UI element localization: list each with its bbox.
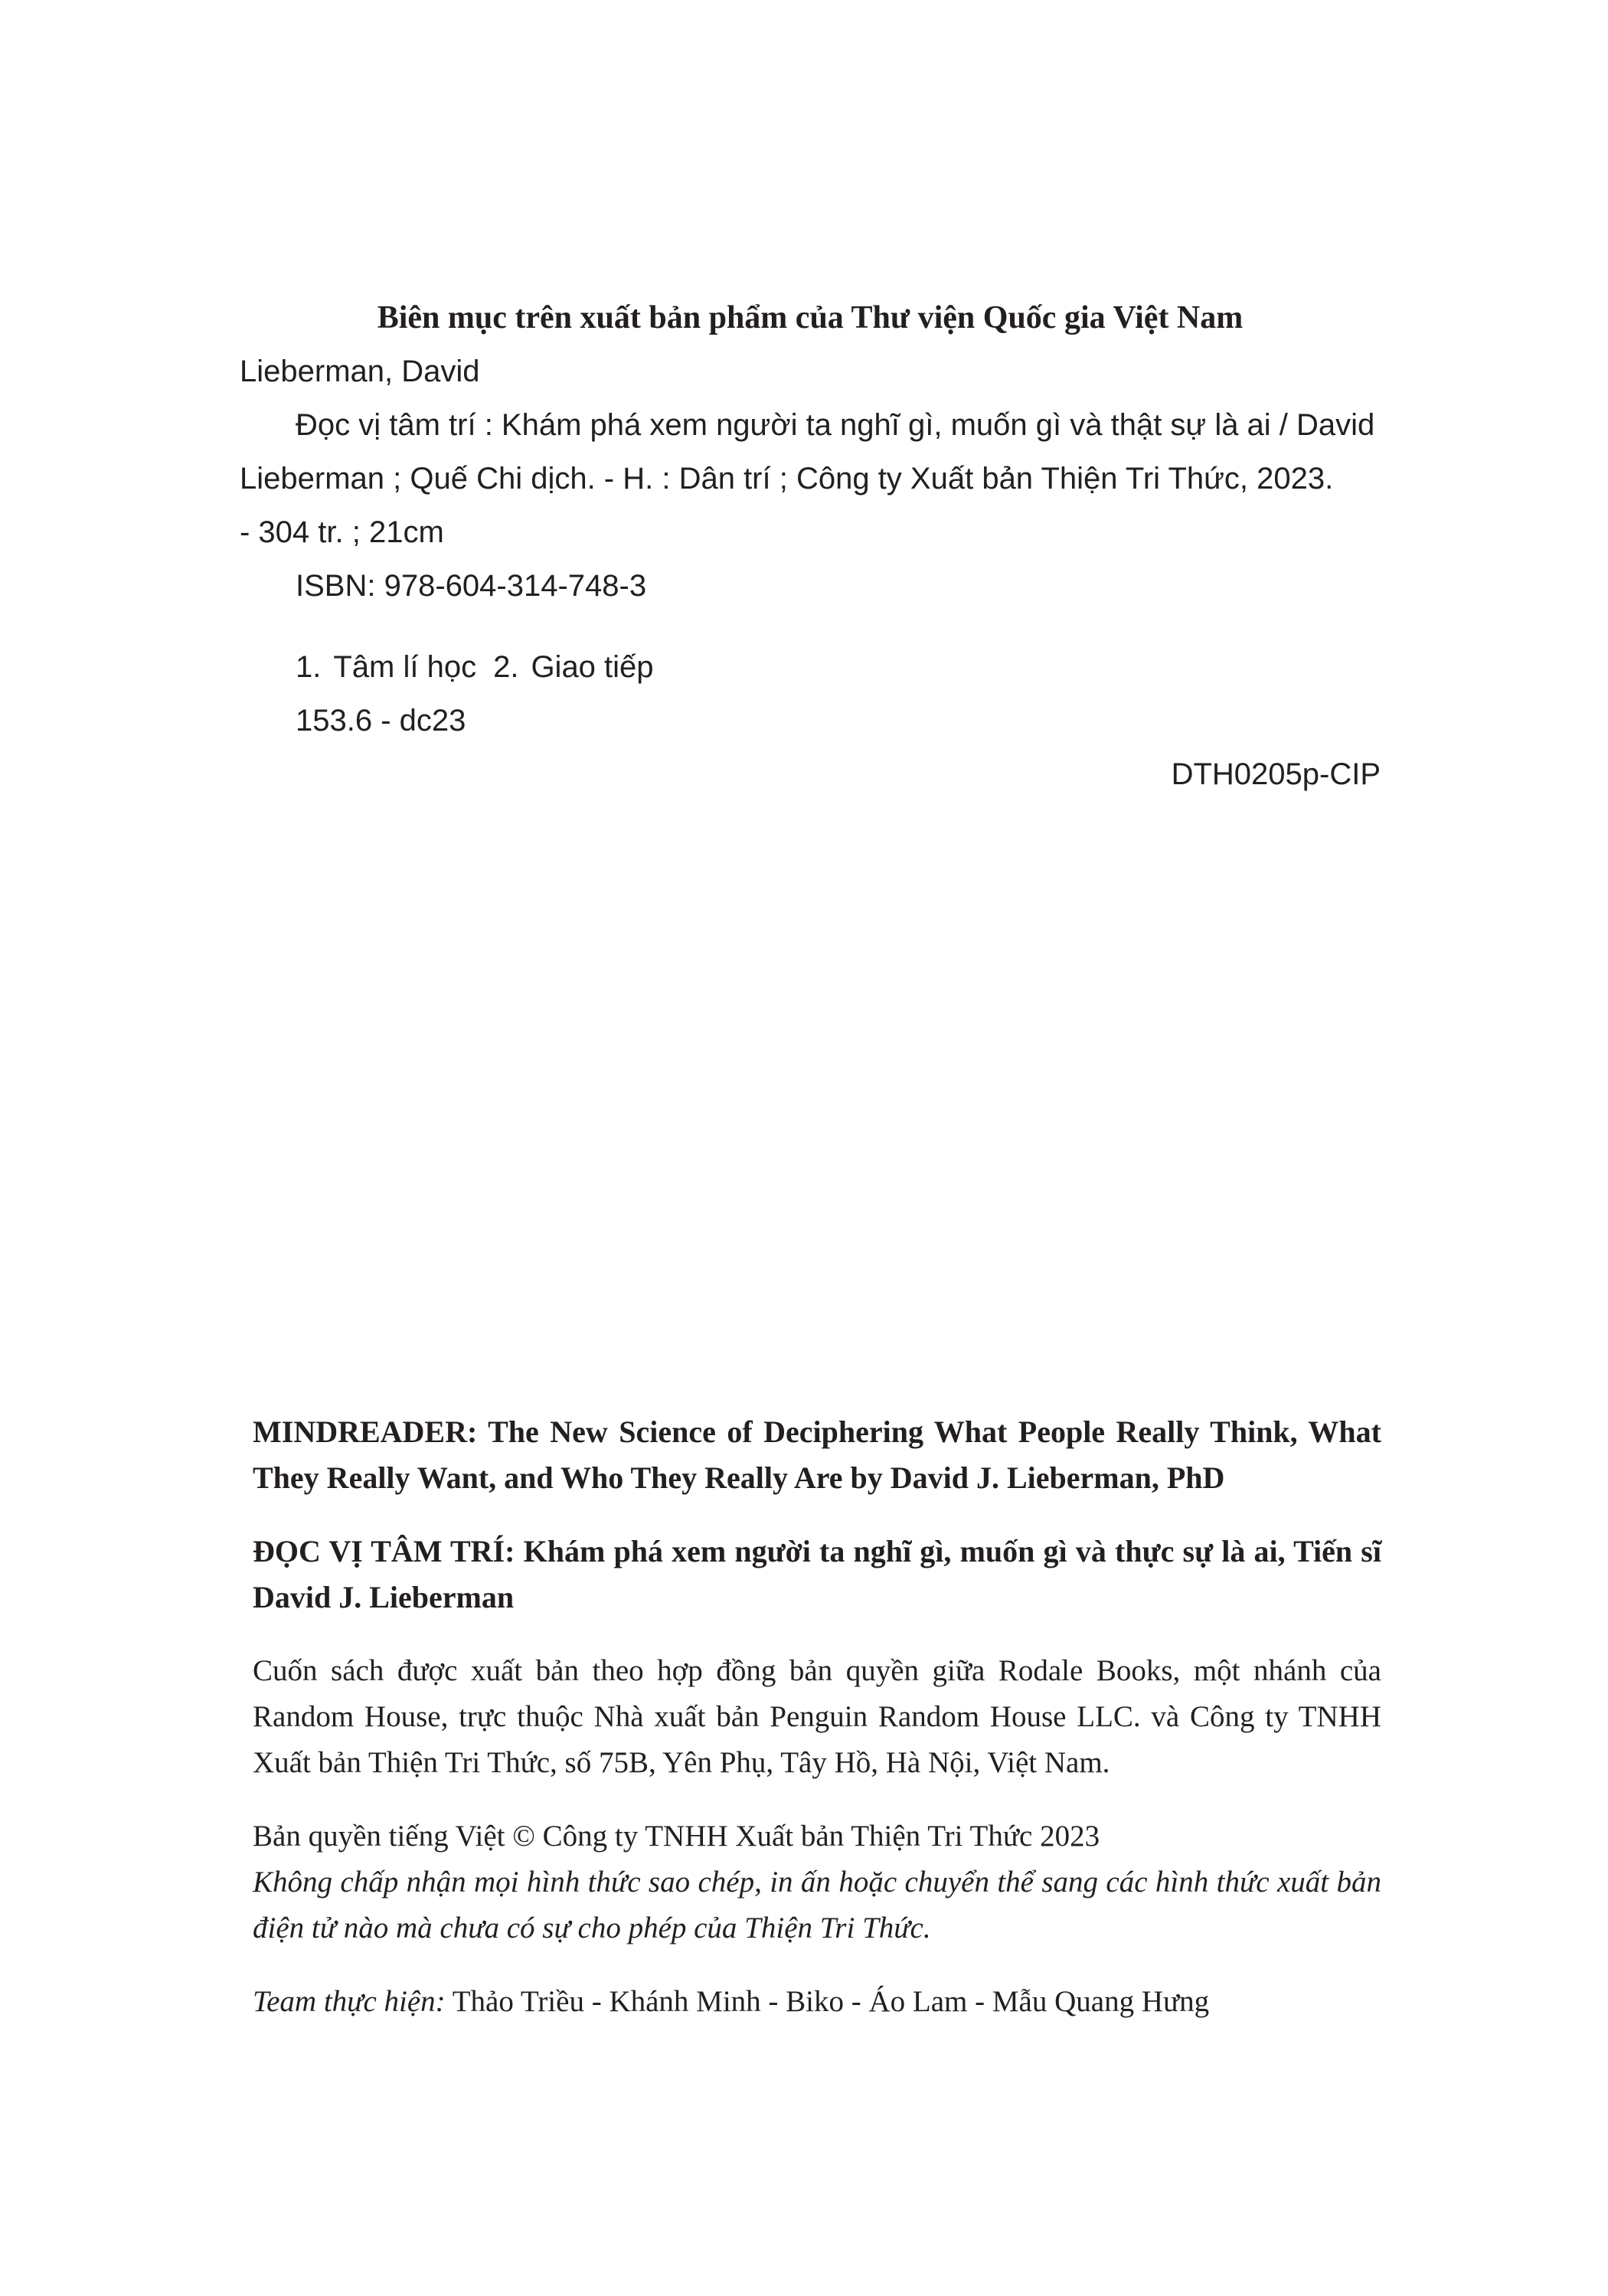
original-title: MINDREADER: The New Science of Deciphering What People Really Think, What They Really Want, and Who They Really Are by David J. Lieberman, PhD: [253, 1415, 1381, 1495]
restriction-notice: Không chấp nhận mọi hình thức sao chép, in ấn hoặc chuyển thể sang các hình thức xuất bản điện tử nào mà chưa có sự cho phép của Thiện Tri Thức.: [253, 1866, 1381, 1944]
cip-subjects: [240, 640, 1381, 694]
subject-label: Tâm lí học: [333, 650, 477, 684]
vietnamese-title: ĐỌC VỊ TÂM TRÍ: Khám phá xem người ta nghĩ gì, muốn gì và thực sự là ai, Tiến sĩ David J. Lieberman: [253, 1534, 1381, 1614]
subject-number: 1.: [296, 650, 322, 684]
copyright-block: [253, 1409, 1381, 2025]
subject-label: Giao tiếp: [531, 650, 654, 684]
copyright-line: Bản quyền tiếng Việt © Công ty TNHH Xuất bản Thiện Tri Thức 2023: [253, 1820, 1100, 1853]
cip-code: DTH0205p-CIP: [1171, 757, 1381, 791]
team-label: Team thực hiện:: [253, 1985, 446, 2018]
rights-statement: Cuốn sách được xuất bản theo hợp đồng bản quyền giữa Rodale Books, một nhánh của Random House, trực thuộc Nhà xuất bản Penguin Random House LLC. và Công ty TNHH Xuất bản Thiện Tri Thức, số 75B, Yên Phụ, Tây Hồ, Hà Nội, Việt Nam.: [253, 1654, 1381, 1779]
cip-heading: Biên mục trên xuất bản phẩm của Thư viện Quốc gia Việt Nam: [377, 300, 1244, 335]
subject-number: 2.: [493, 650, 519, 684]
team-members: Thảo Triều - Khánh Minh - Biko - Áo Lam - Mẫu Quang Hưng: [452, 1985, 1210, 2018]
cip-isbn: ISBN: 978-604-314-748-3: [296, 569, 647, 603]
team-credits: [253, 1979, 1381, 2025]
cip-description: Đọc vị tâm trí : Khám phá xem người ta nghĩ gì, muốn gì và thật sự là ai / David Lieberman ; Quế Chi dịch. - H. : Dân trí ; Công ty Xuất bản Thiện Tri Thức, 2023.: [240, 408, 1375, 496]
cip-author: Lieberman, David: [240, 355, 480, 388]
cip-record: [240, 291, 1381, 801]
cip-physical-description: - 304 tr. ; 21cm: [240, 515, 444, 549]
cip-classification: 153.6 - dc23: [296, 704, 466, 738]
